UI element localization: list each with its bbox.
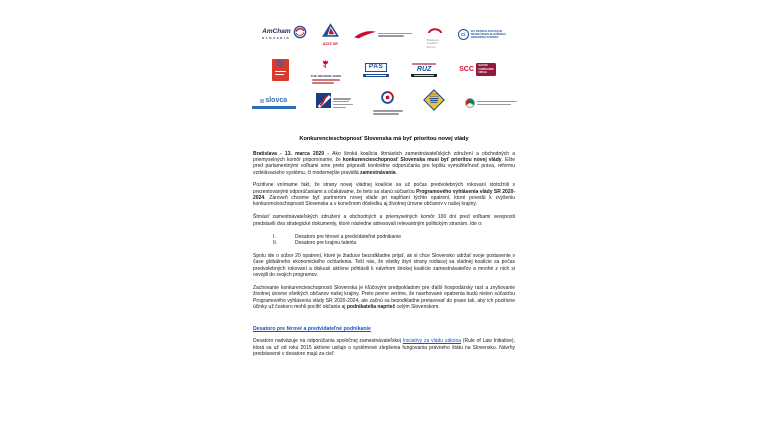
slovca-wordmark: slovca xyxy=(265,97,288,105)
inline-link[interactable]: Iniciatívy za vládu zákona xyxy=(402,338,461,345)
tulip-icon xyxy=(321,56,330,74)
paragraph-competitiveness xyxy=(253,285,515,310)
text-segment: (Rule of Law Initiative), ktorá sa už od roku 2015 aktívne usiluje o systémové zlepšenia fungovania právneho štátu na Slovensku. Návrhy predstavené v desatore majú za cieľ: xyxy=(253,338,515,357)
blf-line3: Forum xyxy=(426,44,436,49)
logo-british-chamber xyxy=(354,26,412,44)
paragraph-rule-of-law xyxy=(253,338,515,357)
diamond-icon xyxy=(423,89,445,116)
cci-line3: OBCHODNÁ KOMORA xyxy=(470,36,499,40)
logo-the-netherlands xyxy=(311,56,341,83)
ruz-top-caption xyxy=(412,63,436,64)
paragraph-measures xyxy=(253,253,515,278)
text-segment: . Ešte pred parlamentnými voľbami sme preto pripravili konkrétne odporúčania pre lepšiu vymožiteľnosť práva, reformu vzdelávacieho systému, či modernejšie pravidlá xyxy=(253,156,515,176)
text-segment: . xyxy=(395,169,397,176)
document-list xyxy=(273,234,515,247)
italo-flag-circle-icon xyxy=(465,98,475,108)
amcham-sub-wordmark: SLOVAKIA xyxy=(262,35,291,40)
text-segment: Štrnásť zamestnávateľských združení a obchodných a priemyselných komôr 100 dní pred voľbami verejnosti predstavili dva strategické dokumenty, ktoré následne adresovali relevantným politickým stranám. Ide o: xyxy=(253,214,515,227)
logo-pas xyxy=(363,63,389,78)
page-title: Konkurencieschopnosť Slovenska má byť prioritou novej vlády xyxy=(299,135,469,142)
logo-industry-innovation-cluster xyxy=(272,59,289,81)
text-segment: . Zároveň chceme byť partnerom novej vláde pri napĺňaní týchto opatrení, ktoré povedú k zvýšeniu konkurencieschopnosti Slovenska a v konečnom dôsledku aj životnej úrovne občanov v našej krajiny. xyxy=(253,195,515,208)
netherlands-caption xyxy=(312,79,340,83)
text-segment: zamestnávania xyxy=(360,169,396,176)
slovca-caption-bar xyxy=(252,106,296,109)
slovca-square-icon xyxy=(260,99,265,104)
azzz-triangle-icon xyxy=(322,23,339,42)
blf-line1: Business xyxy=(426,38,439,42)
logo-row-2 xyxy=(224,56,544,83)
ruz-wordmark: RÚZ xyxy=(416,65,432,73)
press-release xyxy=(253,0,515,357)
list-item: II. Desatoro pre krajinu talentu xyxy=(273,240,357,247)
paragraph-intro xyxy=(253,151,515,176)
netherlands-wordmark: THE NETHERLANDS xyxy=(310,74,342,79)
partner-logo-strip xyxy=(224,20,544,116)
text-segment: celým Slovenskom. xyxy=(395,303,440,310)
iic-caption xyxy=(275,71,286,75)
text-segment: Bratislava - 13. marca 2020 - xyxy=(253,150,333,157)
logo-business-leaders-forum xyxy=(427,20,443,49)
section-heading-link[interactable]: Desatoro pre férové a predvídateľné podnikanie xyxy=(253,325,371,332)
logo-ruz xyxy=(411,63,437,76)
blf-line2: Leaders xyxy=(426,41,438,46)
text-segment: konkurencieschopnosť Slovenska musí byť prioritou novej vlády xyxy=(342,156,502,163)
cci-line1: CCI FRANCO-SLOVAQUE xyxy=(470,29,503,33)
text-segment: Ako široká koalícia štrnástich zamestnávateľských združení a obchodných a priemyselných komôr pripomíname, že xyxy=(253,150,515,163)
swoosh-icon xyxy=(354,26,376,44)
pas-caption-bar xyxy=(363,74,389,77)
british-chamber-caption xyxy=(378,33,412,37)
amcham-wordmark: AmCham xyxy=(262,28,291,36)
logo-row-1 xyxy=(224,20,544,49)
logo-amcham-slovakia xyxy=(262,25,307,44)
azzz-wordmark: AZZZ SR xyxy=(322,41,338,46)
list-item: I. Desatoro pre férové a predvídateľné podnikanie xyxy=(273,233,401,240)
sopk-square-icon xyxy=(316,93,331,113)
scc-wordmark: SCC xyxy=(459,66,474,74)
logo-row-3 xyxy=(224,91,544,116)
circular-chamber-caption xyxy=(373,110,403,114)
text-segment: Desatoro nadväzuje na odporúčania spoločnej zamestnávateľskej xyxy=(253,338,403,345)
logo-slovca xyxy=(252,97,296,108)
logo-italo-slovak-chamber xyxy=(465,98,517,108)
text-segment: Pozitívne vnímame fakt, že strany novej vládnej koalície sa už počas predvolebných rokovaní stotožnili s prezentovanými odporúčaniami a očakávame, že tieto sa stanú súčasťou xyxy=(253,182,515,195)
amcham-swirl-icon xyxy=(293,25,307,44)
arc-icon xyxy=(427,20,443,38)
text-segment: podnikatelia naprieč xyxy=(346,303,396,310)
logo-azzz-sr xyxy=(322,23,339,47)
italo-chamber-caption xyxy=(477,101,517,105)
paragraph-documents xyxy=(253,214,515,227)
scc-tag: SLOVAK COMPLIANCE CIRCLE xyxy=(476,63,496,76)
text-segment: Zachovanie konkurencieschopnosti Slovenska je kľúčovým predpokladom pre ďalší hospodársky rast a zvyšovanie životnej úrovne všetkých občanov našej krajiny. Preto pevne veríme, že navrhované opatrenia budú nielen súčasťou Programového vyhlásenia vlády SR 2020-2024, ale začnú sa bezodkladne pretavovať do praxe tak, aby ich pozitívne účinky už čoskoro mohli pocítiť občania aj xyxy=(253,284,515,310)
cci-circle-icon: Ci xyxy=(458,29,469,40)
pas-wordmark: PAS xyxy=(365,63,387,73)
sopk-caption xyxy=(333,98,353,108)
logo-diamond-chamber xyxy=(423,89,445,116)
text-segment: Spolu ide o súbor 20 opatrení, ktoré je žiaduce bezodkladne prijať, ak si chce Slovensko udržať svoje postavenie v čase globálneho ekonomického ochladenia. Teší nás, že všetky štyri strany rodiacej sa vládnej koalície sa počas predvolebných rokovaní a diskusií aktívne prihlásili k návrhom širokej koalície zamestnávateľov a mnohé z nich si osvojili do svojich programov. xyxy=(253,253,515,279)
gear-icon: ⚙ xyxy=(275,58,285,70)
logo-slovak-compliance-circle xyxy=(459,63,496,76)
text-segment: Programového vyhlásenia vlády SR 2020-2024 xyxy=(253,188,516,202)
ruz-caption-bar xyxy=(411,74,437,77)
logo-cci-franco-slovaque xyxy=(458,29,506,40)
paragraph-positive xyxy=(253,182,515,207)
cci-line2: FRANCÚZSKO-SLOVENSKÁ xyxy=(470,33,506,37)
logo-sopk xyxy=(316,93,353,113)
logo-circular-arrows-chamber xyxy=(373,91,403,114)
circular-arrows-icon xyxy=(381,91,394,109)
